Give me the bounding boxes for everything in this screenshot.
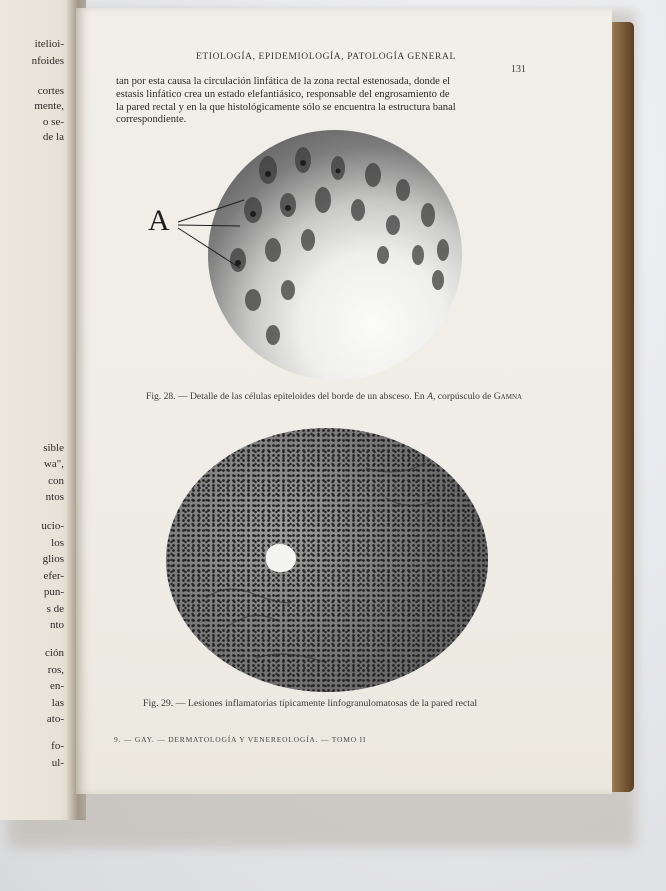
- left-page-fragment: mente,: [34, 100, 64, 112]
- paragraph-line: tan por esta causa la circulación linfática de la zona rectal estenosada, donde el: [116, 76, 451, 87]
- caption-name: Gamna: [493, 391, 523, 402]
- caption-text: — Detalle de las células epiteloides del borde de un absceso. En: [178, 391, 425, 402]
- pointer-lines: [140, 190, 250, 280]
- left-page-fragment: pun-: [43, 586, 64, 598]
- paragraph-line: correspondiente.: [116, 114, 187, 126]
- left-page-fragment: de la: [42, 131, 64, 143]
- left-page-fragment: en-: [49, 680, 64, 692]
- left-page-fragment: glios: [42, 553, 64, 565]
- tissue-texture: [166, 428, 488, 692]
- left-page-fragment: sible: [43, 442, 64, 454]
- micrograph-fig-29: [166, 428, 488, 692]
- figure-29-caption: Fig. 29. — Lesiones inflamatorias típicamente linfogranulomatosas de la pared rectal: [143, 698, 478, 709]
- left-page-fragment: nfoides: [31, 55, 64, 67]
- left-page-fragment: s de: [46, 603, 64, 615]
- vessel-lumen: [266, 544, 296, 572]
- caption-prefix: Fig. 28.: [146, 391, 176, 402]
- paragraph-line: estasis linfático crea un estado elefantiásico, responsable del engrosamiento de: [116, 88, 450, 100]
- left-page-fragment: o se-: [42, 116, 64, 128]
- left-page-fragment: itelioi-: [34, 38, 64, 50]
- left-page-fragment: ucio-: [41, 520, 64, 532]
- page-footer: 9. — GAY. — DERMATOLOGÍA Y VENEREOLOGÍA. — TOMO II: [114, 735, 367, 744]
- figure-28-caption: [146, 391, 522, 402]
- left-page-fragment: nto: [49, 619, 64, 631]
- left-page-fragment: los: [51, 537, 64, 549]
- left-page-fragment: wa",: [43, 458, 64, 470]
- left-page-fragment: ción: [45, 647, 64, 659]
- page-number: 131: [511, 64, 526, 75]
- running-header: ETIOLOGÍA, EPIDEMIOLOGÍA, PATOLOGÍA GENERAL: [196, 52, 456, 62]
- left-page-fragment: con: [48, 475, 64, 487]
- left-page-fragment: ntos: [45, 491, 64, 503]
- left-page-fragment: efer-: [43, 570, 64, 582]
- left-page-fragment: ul-: [51, 757, 64, 769]
- left-page-fragment: fo-: [51, 740, 64, 752]
- figure-label-a: A: [148, 204, 170, 237]
- left-page-fragment: cortes: [37, 85, 64, 97]
- body-paragraph: [116, 76, 526, 127]
- paragraph-line: la pared rectal y en la que histológicamente sólo se encuentra la estructura banal: [116, 101, 456, 113]
- left-page-fragment: ato-: [46, 713, 64, 725]
- caption-end: corpúsculo de: [437, 391, 492, 402]
- left-page-fragment: las: [51, 697, 64, 709]
- caption-italic: A,: [427, 391, 436, 402]
- left-page-fragment: ros,: [47, 664, 64, 676]
